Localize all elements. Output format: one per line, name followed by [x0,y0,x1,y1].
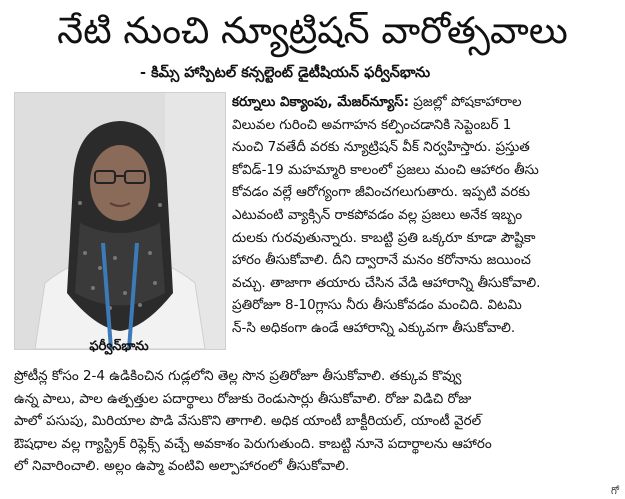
portrait-illustration [15,93,225,349]
article-body-full [14,365,621,478]
body-line: హారం తీసుకోవాలి. దీని ద్వారానే మనం కరోనాను జయించ [232,252,531,269]
body-line-text: ప్రజల్లో పోషకాహారాల [413,94,522,110]
body-line: ప్రోటీన్ల కోసం 2-4 ఉడికించిన గుడ్లలోని తెల్ల సొన ప్రతిరోజూ తీసుకోవాలి. తక్కువ కొవ్వు [14,368,462,384]
body-line: ఎటువంటి వ్యాక్సిన్ రాకపోవడం వల్ల ప్రజలు అనేక ఇబ్బం [232,206,523,223]
body-line: నుంచి 7వతేదీ వరకు న్యూట్రిషన్ వీక్ నిర్వహిస్తారు. ప్రస్తుత [232,139,530,156]
body-line: దులకు గురవుతున్నారు. కాబట్టి ప్రతి ఒక్కరూ కూడా పౌష్టికా [232,229,536,246]
body-line: కోవిడ్-19 మహమ్మారి కాలంలో ప్రజలు మంచి ఆహారం తీసు [232,161,539,178]
body-line: లో నివారించాలి. అల్లం ఉప్మా వంటివి అల్పాహారంలో తీసుకోవాలి. [14,458,350,475]
body-line: న్-సి అధికంగా ఉండే ఆహారాన్ని ఎక్కువగా తీసుకోవాలి. [232,319,516,336]
photo-caption: ఫర్వీన్‌భాను [89,339,149,354]
body-line [232,91,622,114]
body-line: కోవడం వల్లే ఆరోగ్యంగా జీవించగలుగుతారు. ఇప్పటి వరకు [232,184,531,201]
author-photo [14,92,226,350]
body-line: ప్రతిరోజూ 8-10గ్లాసు నీరు తీసుకోవడం మంచిది. విటమి [232,297,522,314]
body-line: ఔషధాల వల్ల గ్యాస్ట్రిక్ రిఫ్లెక్స్ వచ్చే అవకాశం పెరుగుతుంది. కాబట్టి నూనె పదార్థాలను ఆహారం [14,435,492,452]
body-line: విలువల గురించి అవగాహన కల్పించడానికి సెప్టెంబర్ 1 [232,116,512,133]
dateline: కర్నూలు విక్యాంపు, మేజర్‌న్యూస్‌: [232,94,409,110]
body-line: వచ్చు. తాజాగా తయారు చేసిన వేడి ఆహారాన్ని తీసుకోవాలి. [232,274,541,291]
article-body-right [232,91,622,340]
headline: నేటి నుంచి న్యూట్రిషన్ వారోత్సవాలు [57,9,568,52]
byline: - కిమ్స్ హాస్పిటల్ కన్సల్టెంట్ డైటీషియన్ ఫర్వీన్‌భాను [140,65,431,81]
body-line: ఉన్న పాలు, పాల ఉత్పత్తుల పదార్థాలు రోజుకు రెండుసార్లు తీసుకోవాలి. రోజు విడిచి రోజు [14,390,472,407]
continuation-fragment: గో [611,486,619,497]
body-line: పాలో పసుపు, మిరియాల పొడి వేసుకొని తాగాలి. అధిక యాంటీ బాక్టీరియల్, యాంటీ వైరల్ [14,413,482,430]
